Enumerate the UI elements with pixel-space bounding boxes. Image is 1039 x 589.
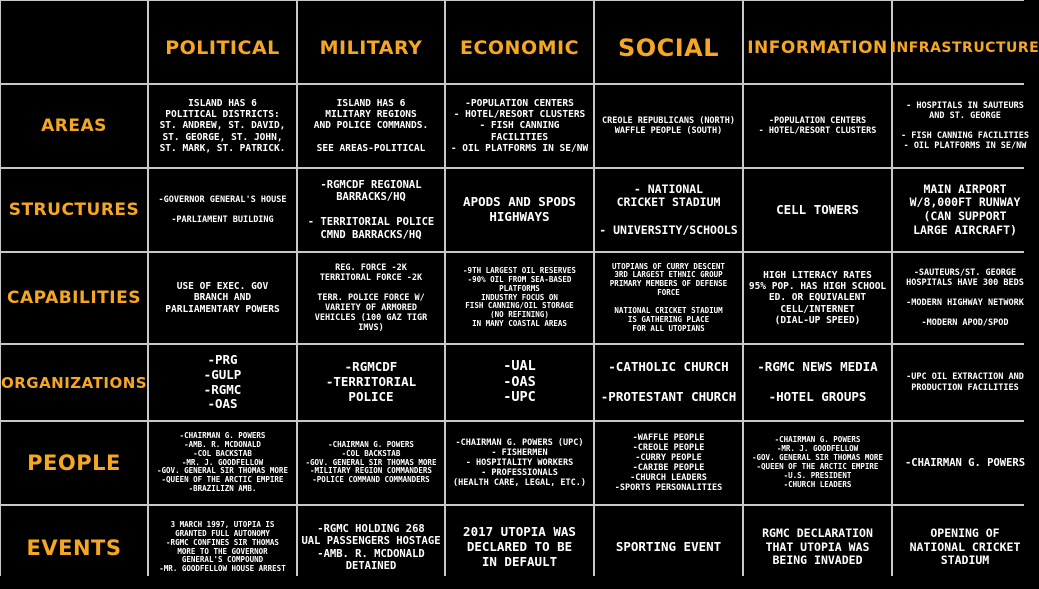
cell-events-military: -RGMC HOLDING 268 UAL PASSENGERS HOSTAGE -AMB. R. MCDONALD DETAINED (298, 506, 444, 589)
cell-areas-economic: -POPULATION CENTERS - HOTEL/RESORT CLUSTERS - FISH CANNING FACILITIES - OIL PLATFORMS IN SE/NW (446, 85, 593, 167)
cell-organizations-military: -RGMCDF -TERRITORIAL POLICE (298, 345, 444, 420)
column-header-political: POLITICAL (149, 1, 296, 83)
cell-structures-social: - NATIONAL CRICKET STADIUM - UNIVERSITY/SCHOOLS (595, 169, 742, 251)
row-header-areas: AREAS (1, 85, 147, 167)
cell-areas-infrastructure: - HOSPITALS IN SAUTEURS AND ST. GEORGE - FISH CANNING FACILITIES - OIL PLATFORMS IN SE/NW (893, 85, 1037, 167)
cell-events-infrastructure: OPENING OF NATIONAL CRICKET STADIUM (893, 506, 1037, 589)
row-header-events: EVENTS (1, 506, 147, 589)
column-header-infrastructure: INFRASTRUCTURE (893, 1, 1037, 83)
row-header-capabilities: CAPABILITIES (1, 253, 147, 343)
cell-organizations-economic: -UAL -OAS -UPC (446, 345, 593, 420)
row-header-people: PEOPLE (1, 422, 147, 504)
cell-capabilities-information: HIGH LITERACY RATES 95% POP. HAS HIGH SCHOOL ED. OR EQUIVALENT CELL/INTERNET (DIAL-UP SPEED) (744, 253, 891, 343)
cell-capabilities-economic: -9TH LARGEST OIL RESERVES -90% OIL FROM SEA-BASED PLATFORMS INDUSTRY FOCUS ON FISH CANNING/OIL STORAGE (NO REFINING) IN MANY COASTAL AREAS (446, 253, 593, 343)
cell-capabilities-political: USE OF EXEC. GOV BRANCH AND PARLIAMENTARY POWERS (149, 253, 296, 343)
cell-structures-information: CELL TOWERS (744, 169, 891, 251)
column-header-military: MILITARY (298, 1, 444, 83)
corner-cell (1, 1, 147, 83)
cell-organizations-information: -RGMC NEWS MEDIA -HOTEL GROUPS (744, 345, 891, 420)
cell-people-economic: -CHAIRMAN G. POWERS (UPC) - FISHERMEN - HOSPITALITY WORKERS - PROFESSIONALS (HEALTH CARE, LEGAL, ETC.) (446, 422, 593, 504)
column-header-economic: ECONOMIC (446, 1, 593, 83)
cell-areas-information: -POPULATION CENTERS - HOTEL/RESORT CLUSTERS (744, 85, 891, 167)
cell-organizations-infrastructure: -UPC OIL EXTRACTION AND PRODUCTION FACILITIES (893, 345, 1037, 420)
cell-capabilities-social: UTOPIANS OF CURRY DESCENT 3RD LARGEST ETHNIC GROUP PRIMARY MEMBERS OF DEFENSE FORCE NATIONAL CRICKET STADIUM IS GATHERING PLACE FOR ALL UTOPIANS (595, 253, 742, 343)
cell-organizations-social: -CATHOLIC CHURCH -PROTESTANT CHURCH (595, 345, 742, 420)
cell-areas-political: ISLAND HAS 6 POLITICAL DISTRICTS: ST. ANDREW, ST. DAVID, ST. GEORGE, ST. JOHN, ST. MARK, ST. PATRICK. (149, 85, 296, 167)
cell-areas-military: ISLAND HAS 6 MILITARY REGIONS AND POLICE COMMANDS. SEE AREAS-POLITICAL (298, 85, 444, 167)
row-header-organizations: ORGANIZATIONS (1, 345, 147, 420)
cell-people-military: -CHAIRMAN G. POWERS -COL BACKSTAB -GOV. GENERAL SIR THOMAS MORE -MILITARY REGION COMMANDERS -POLICE COMMAND COMMANDERS (298, 422, 444, 504)
cell-events-information: RGMC DECLARATION THAT UTOPIA WAS BEING INVADED (744, 506, 891, 589)
cell-people-infrastructure: -CHAIRMAN G. POWERS (893, 422, 1037, 504)
cell-capabilities-military: REG. FORCE -2K TERRITORAL FORCE -2K TERR. POLICE FORCE W/ VARIETY OF ARMORED VEHICLES (100 GAZ TIGR IMVS) (298, 253, 444, 343)
cell-structures-political: -GOVERNOR GENERAL'S HOUSE -PARLIAMENT BUILDING (149, 169, 296, 251)
cell-people-information: -CHAIRMAN G. POWERS -MR. J. GOODFELLOW -GOV. GENERAL SIR THOMAS MORE -QUEEN OF THE ARCTIC EMPIRE -U.S. PRESIDENT -CHURCH LEADERS (744, 422, 891, 504)
cell-events-economic: 2017 UTOPIA WAS DECLARED TO BE IN DEFAULT (446, 506, 593, 589)
cell-structures-military: -RGMCDF REGIONAL BARRACKS/HQ - TERRITORIAL POLICE CMND BARRACKS/HQ (298, 169, 444, 251)
row-header-structures: STRUCTURES (1, 169, 147, 251)
cell-structures-economic: APODS AND SPODS HIGHWAYS (446, 169, 593, 251)
cell-capabilities-infrastructure: -SAUTEURS/ST. GEORGE HOSPITALS HAVE 300 BEDS -MODERN HIGHWAY NETWORK -MODERN APOD/SPOD (893, 253, 1037, 343)
cell-people-social: -WAFFLE PEOPLE -CREOLE PEOPLE -CURRY PEOPLE -CARIBE PEOPLE -CHURCH LEADERS -SPORTS PERSONALITIES (595, 422, 742, 504)
column-header-information: INFORMATION (744, 1, 891, 83)
cell-events-social: SPORTING EVENT (595, 506, 742, 589)
cell-areas-social: CREOLE REPUBLICANS (NORTH) WAFFLE PEOPLE (SOUTH) (595, 85, 742, 167)
cell-events-political: 3 MARCH 1997, UTOPIA IS GRANTED FULL AUTONOMY -RGMC CONFINES SIR THOMAS MORE TO THE GOVERNOR GENERAL'S COMPOUND -MR. GOODFELLOW HOUSE ARREST (149, 506, 296, 589)
cell-people-political: -CHAIRMAN G. POWERS -AMB. R. MCDONALD -COL BACKSTAB -MR. J. GOODFELLOW -GOV. GENERAL SIR THOMAS MORE -QUEEN OF THE ARCTIC EMPIRE -BRAZILIZN AMB. (149, 422, 296, 504)
column-header-social: SOCIAL (595, 1, 742, 83)
cell-organizations-political: -PRG -GULP -RGMC -OAS (149, 345, 296, 420)
cell-structures-infrastructure: MAIN AIRPORT W/8,000FT RUNWAY (CAN SUPPORT LARGE AIRCRAFT) (893, 169, 1037, 251)
